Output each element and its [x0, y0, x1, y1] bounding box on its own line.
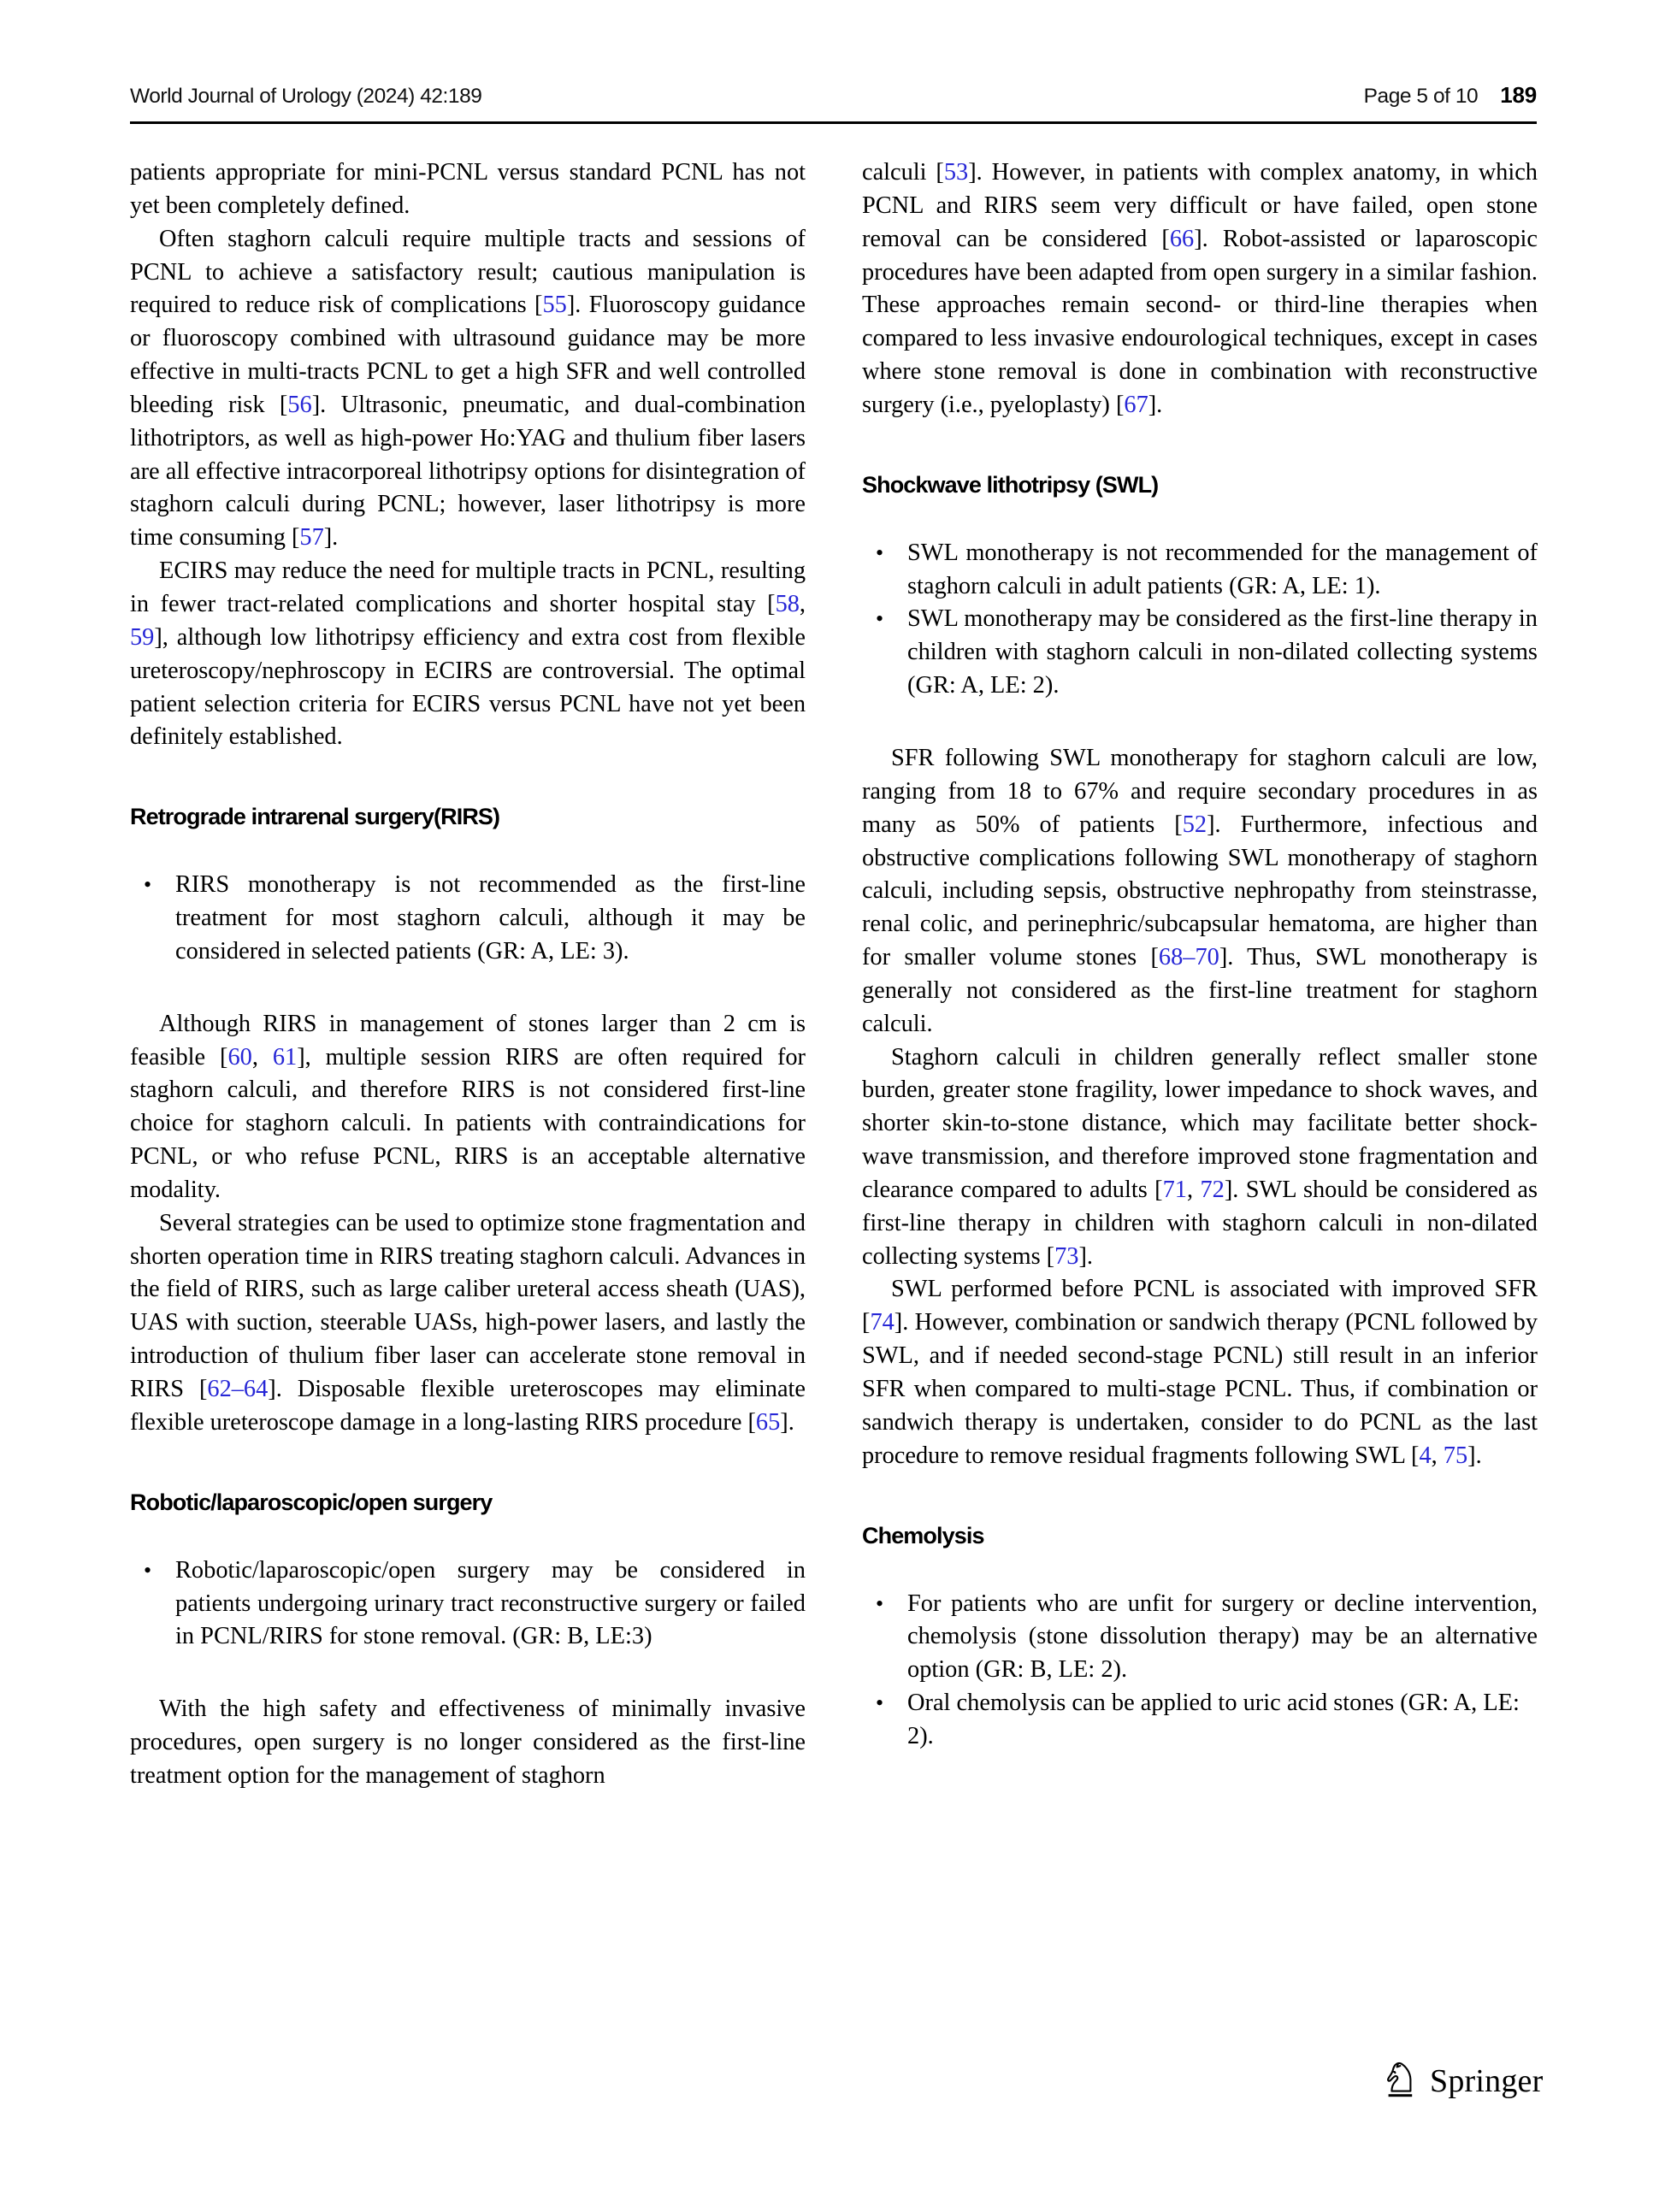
heading-shockwave-lithotripsy: Shockwave lithotripsy (SWL)	[862, 471, 1159, 498]
spacer	[862, 422, 1538, 470]
paragraph-text: ,	[799, 590, 806, 617]
paragraph-staghorn-tracts	[130, 223, 806, 555]
spacer	[130, 1517, 806, 1554]
citation-link[interactable]: 74	[870, 1309, 894, 1336]
paragraph-text: calculi [	[862, 159, 944, 186]
paragraph-text: ]. Robot-assisted or laparoscopic procedures have been adapted from open surgery in a similar fashion. These approaches remain second- or third-line therapies when compared to less invasive endourological techniques, except in cases where stone removal is done in combination with reconstructive surgery (i.e., pyeloplasty) [	[862, 225, 1538, 418]
citation-link[interactable]: 52	[1182, 811, 1207, 838]
citation-link[interactable]: 62–64	[207, 1376, 269, 1402]
citation-link[interactable]: 66	[1169, 225, 1195, 252]
journal-citation-line: World Journal of Urology (2024) 42:189	[130, 85, 482, 108]
spacer	[862, 1473, 1538, 1521]
paragraph-text: With the high safety and effectiveness of minimally invasive procedures, open surgery is no longer considered as the first-line treatment option for the management of staghorn	[130, 1696, 806, 1789]
bullet-list-robotic	[130, 1554, 806, 1655]
bullet-list-rirs	[130, 869, 806, 969]
list-item: • For patients who are unfit for surgery or decline intervention, chemolysis (stone dissolution therapy) may be an alternative option (GR: B, LE: 2).	[862, 1588, 1538, 1688]
paragraph-text: Often staghorn calculi require multiple tracts and sessions of PCNL to achieve a satisfactory result; cautious manipulation is required to reduce risk of complications [	[130, 225, 806, 319]
left-column	[130, 156, 806, 1793]
paragraph-text: Staghorn calculi in children generally reflect smaller stone burden, greater stone fragility, lower impedance to shock waves, and shorter skin-to-stone distance, which may facilitate better shock-wave transmission, and therefore improved stone fragmentation and clearance compared to adults [	[862, 1043, 1538, 1203]
paragraph-text: ,	[251, 1043, 273, 1071]
paragraph-complex-anatomy	[862, 156, 1538, 422]
heading-chemolysis: Chemolysis	[862, 1522, 984, 1548]
article-folio-number: 189	[1500, 82, 1537, 108]
spacer	[130, 831, 806, 869]
paragraph-text: ,	[1186, 1176, 1201, 1203]
paragraph-ecirs	[130, 555, 806, 754]
springer-knight-icon	[1382, 2061, 1418, 2102]
paragraph-text: ], although low lithotripsy efficiency and extra cost from flexible ureteroscopy/nephroscopy in ECIRS are controversial. The optimal patient selection criteria for ECIRS versus PCNL have not yet been definitely established.	[130, 623, 806, 751]
citation-link[interactable]: 73	[1054, 1242, 1079, 1270]
paragraph-text: ]. However, in patients with complex anatomy, in which PCNL and RIRS seem very difficult or have failed, open stone removal can be considered [	[862, 159, 1538, 252]
paragraph-open-surgery-minimally-invasive	[130, 1693, 806, 1793]
paragraph-swl-before-pcnl	[862, 1273, 1538, 1472]
citation-link[interactable]: 59	[130, 623, 155, 651]
paragraph-text: ECIRS may reduce the need for multiple tracts in PCNL, resulting in fewer tract-related complications and shorter hospital stay [	[130, 557, 806, 617]
citation-link[interactable]: 65	[755, 1408, 781, 1436]
running-head-right	[1364, 82, 1537, 109]
paragraph-text: Several strategies can be used to optimize stone fragmentation and shorten operation time in RIRS treating staghorn calculi. Advances in the field of RIRS, such as large caliber ureteral access sheath (UAS), UAS with suction, steerable UASs, high-power lasers, and lastly the introduction of thulium fiber laser can accelerate stone removal in RIRS [	[130, 1209, 806, 1402]
list-item: • Oral chemolysis can be applied to uric acid stones (GR: A, LE: 2).	[862, 1687, 1538, 1754]
right-column	[862, 156, 1538, 1793]
paragraph-rirs-strategies	[130, 1207, 806, 1440]
running-head	[130, 82, 1537, 109]
paragraph-text: SWL performed before PCNL is associated with improved SFR [	[862, 1276, 1538, 1336]
paragraph-text: ]. Furthermore, infectious and obstructive complications following SWL monotherapy of staghorn calculi, including sepsis, obstructive nephropathy from steinstrasse, renal colic, and perinephric/subcapsular hematoma, are higher than for smaller volume stones [	[862, 811, 1538, 971]
spacer	[130, 969, 806, 1008]
paragraph-text: ].	[323, 524, 339, 552]
spacer	[862, 1550, 1538, 1588]
paragraph-text: Although RIRS in management of stones larger than 2 cm is feasible [	[130, 1010, 806, 1071]
springer-logo	[1382, 2061, 1543, 2102]
paragraph-text: ]. Thus, SWL monotherapy is generally not considered as the first-line treatment for staghorn calculi.	[862, 944, 1538, 1037]
spacer	[862, 499, 1538, 537]
citation-link[interactable]: 60	[227, 1043, 252, 1071]
header-rule	[130, 121, 1537, 124]
paragraph-text: ]. Disposable flexible ureteroscopes may eliminate flexible ureteroscope damage in a long-lasting RIRS procedure [	[130, 1376, 806, 1436]
springer-wordmark: Springer	[1430, 2063, 1544, 2099]
paragraph-text: ].	[1467, 1442, 1482, 1469]
paragraph-text: ,	[1431, 1442, 1444, 1469]
heading-retrograde-intrarenal-surgery: Retrograde intrarenal surgery(RIRS)	[130, 804, 500, 830]
list-item: • SWL monotherapy may be considered as the first-line therapy in children with staghorn calculi in non-dilated collecting systems (GR: A, LE: 2).	[862, 603, 1538, 703]
heading-robotic-laparoscopic-open-surgery: Robotic/laparoscopic/open surgery	[130, 1489, 493, 1515]
citation-link[interactable]: 55	[542, 292, 567, 319]
paragraph-text: ], multiple session RIRS are often required for staghorn calculi, and therefore RIRS is not considered first-line choice for staghorn calculi. In patients with contraindications for PCNL, or who refuse PCNL, RIRS is an acceptable alternative modality.	[130, 1043, 806, 1203]
paragraph-text: ].	[1078, 1242, 1093, 1270]
citation-link[interactable]: 61	[272, 1043, 298, 1071]
paragraph-text: patients appropriate for mini-PCNL versus standard PCNL has not yet been completely defined.	[130, 159, 806, 219]
paragraph-text: ].	[780, 1408, 794, 1436]
citation-link[interactable]: 4	[1419, 1442, 1432, 1469]
citation-link[interactable]: 67	[1124, 391, 1148, 418]
paragraph-text: ]. SWL should be considered as first-line therapy in children with staghorn calculi in non-dilated collecting systems [	[862, 1176, 1538, 1270]
paragraph-sfr-swl	[862, 742, 1538, 1041]
paragraph-children-staghorn	[862, 1041, 1538, 1274]
citation-link[interactable]: 72	[1200, 1176, 1225, 1203]
list-item: • Robotic/laparoscopic/open surgery may be considered in patients undergoing urinary tract reconstructive surgery or failed in PCNL/RIRS for stone removal. (GR: B, LE:3)	[130, 1554, 806, 1655]
citation-link[interactable]: 57	[299, 524, 324, 552]
page-indicator: Page 5 of 10	[1363, 85, 1479, 108]
body-columns	[130, 156, 1537, 1793]
paragraph-text: ]. Fluoroscopy guidance or fluoroscopy combined with ultrasound guidance may be more effective in multi-tracts PCNL to get a high SFR and well controlled bleeding risk [	[130, 292, 806, 418]
paragraph-mini-pcnl	[130, 156, 806, 223]
paragraph-text: SFR following SWL monotherapy for staghorn calculi are low, ranging from 18 to 67% and require secondary procedures in as many as 50% of patients [	[862, 744, 1538, 838]
bullet-list-swl	[862, 537, 1538, 703]
citation-link[interactable]: 56	[287, 391, 312, 418]
bullet-list-chemolysis	[862, 1588, 1538, 1754]
paragraph-rirs-feasibility	[130, 1008, 806, 1207]
spacer	[130, 754, 806, 802]
list-item: • SWL monotherapy is not recommended for the management of staghorn calculi in adult patients (GR: A, LE: 1).	[862, 537, 1538, 604]
spacer	[130, 1654, 806, 1693]
spacer	[130, 1440, 806, 1488]
spacer	[862, 703, 1538, 742]
paragraph-text: ].	[1148, 391, 1163, 418]
citation-link[interactable]: 75	[1443, 1442, 1468, 1469]
paragraph-text: ]. Ultrasonic, pneumatic, and dual-combination lithotriptors, as well as high-power Ho:YAG and thulium fiber lasers are all effective intracorporeal lithotripsy options for disintegration of staghorn calculi during PCNL; however, laser lithotripsy is more time consuming [	[130, 391, 806, 552]
citation-link[interactable]: 53	[943, 159, 969, 186]
citation-link[interactable]: 58	[775, 590, 800, 617]
citation-link[interactable]: 71	[1162, 1176, 1187, 1203]
list-item: • RIRS monotherapy is not recommended as the first-line treatment for most staghorn calculi, although it may be considered in selected patients (GR: A, LE: 3).	[130, 869, 806, 969]
citation-link[interactable]: 68–70	[1158, 944, 1219, 971]
paragraph-text: ]. However, combination or sandwich therapy (PCNL followed by SWL, and if needed second-stage PCNL) still result in an inferior SFR when compared to multi-stage PCNL. Thus, if combination or sandwich therapy is undertaken, consider to do PCNL as the last procedure to remove residual fragments following SWL [	[862, 1309, 1538, 1469]
